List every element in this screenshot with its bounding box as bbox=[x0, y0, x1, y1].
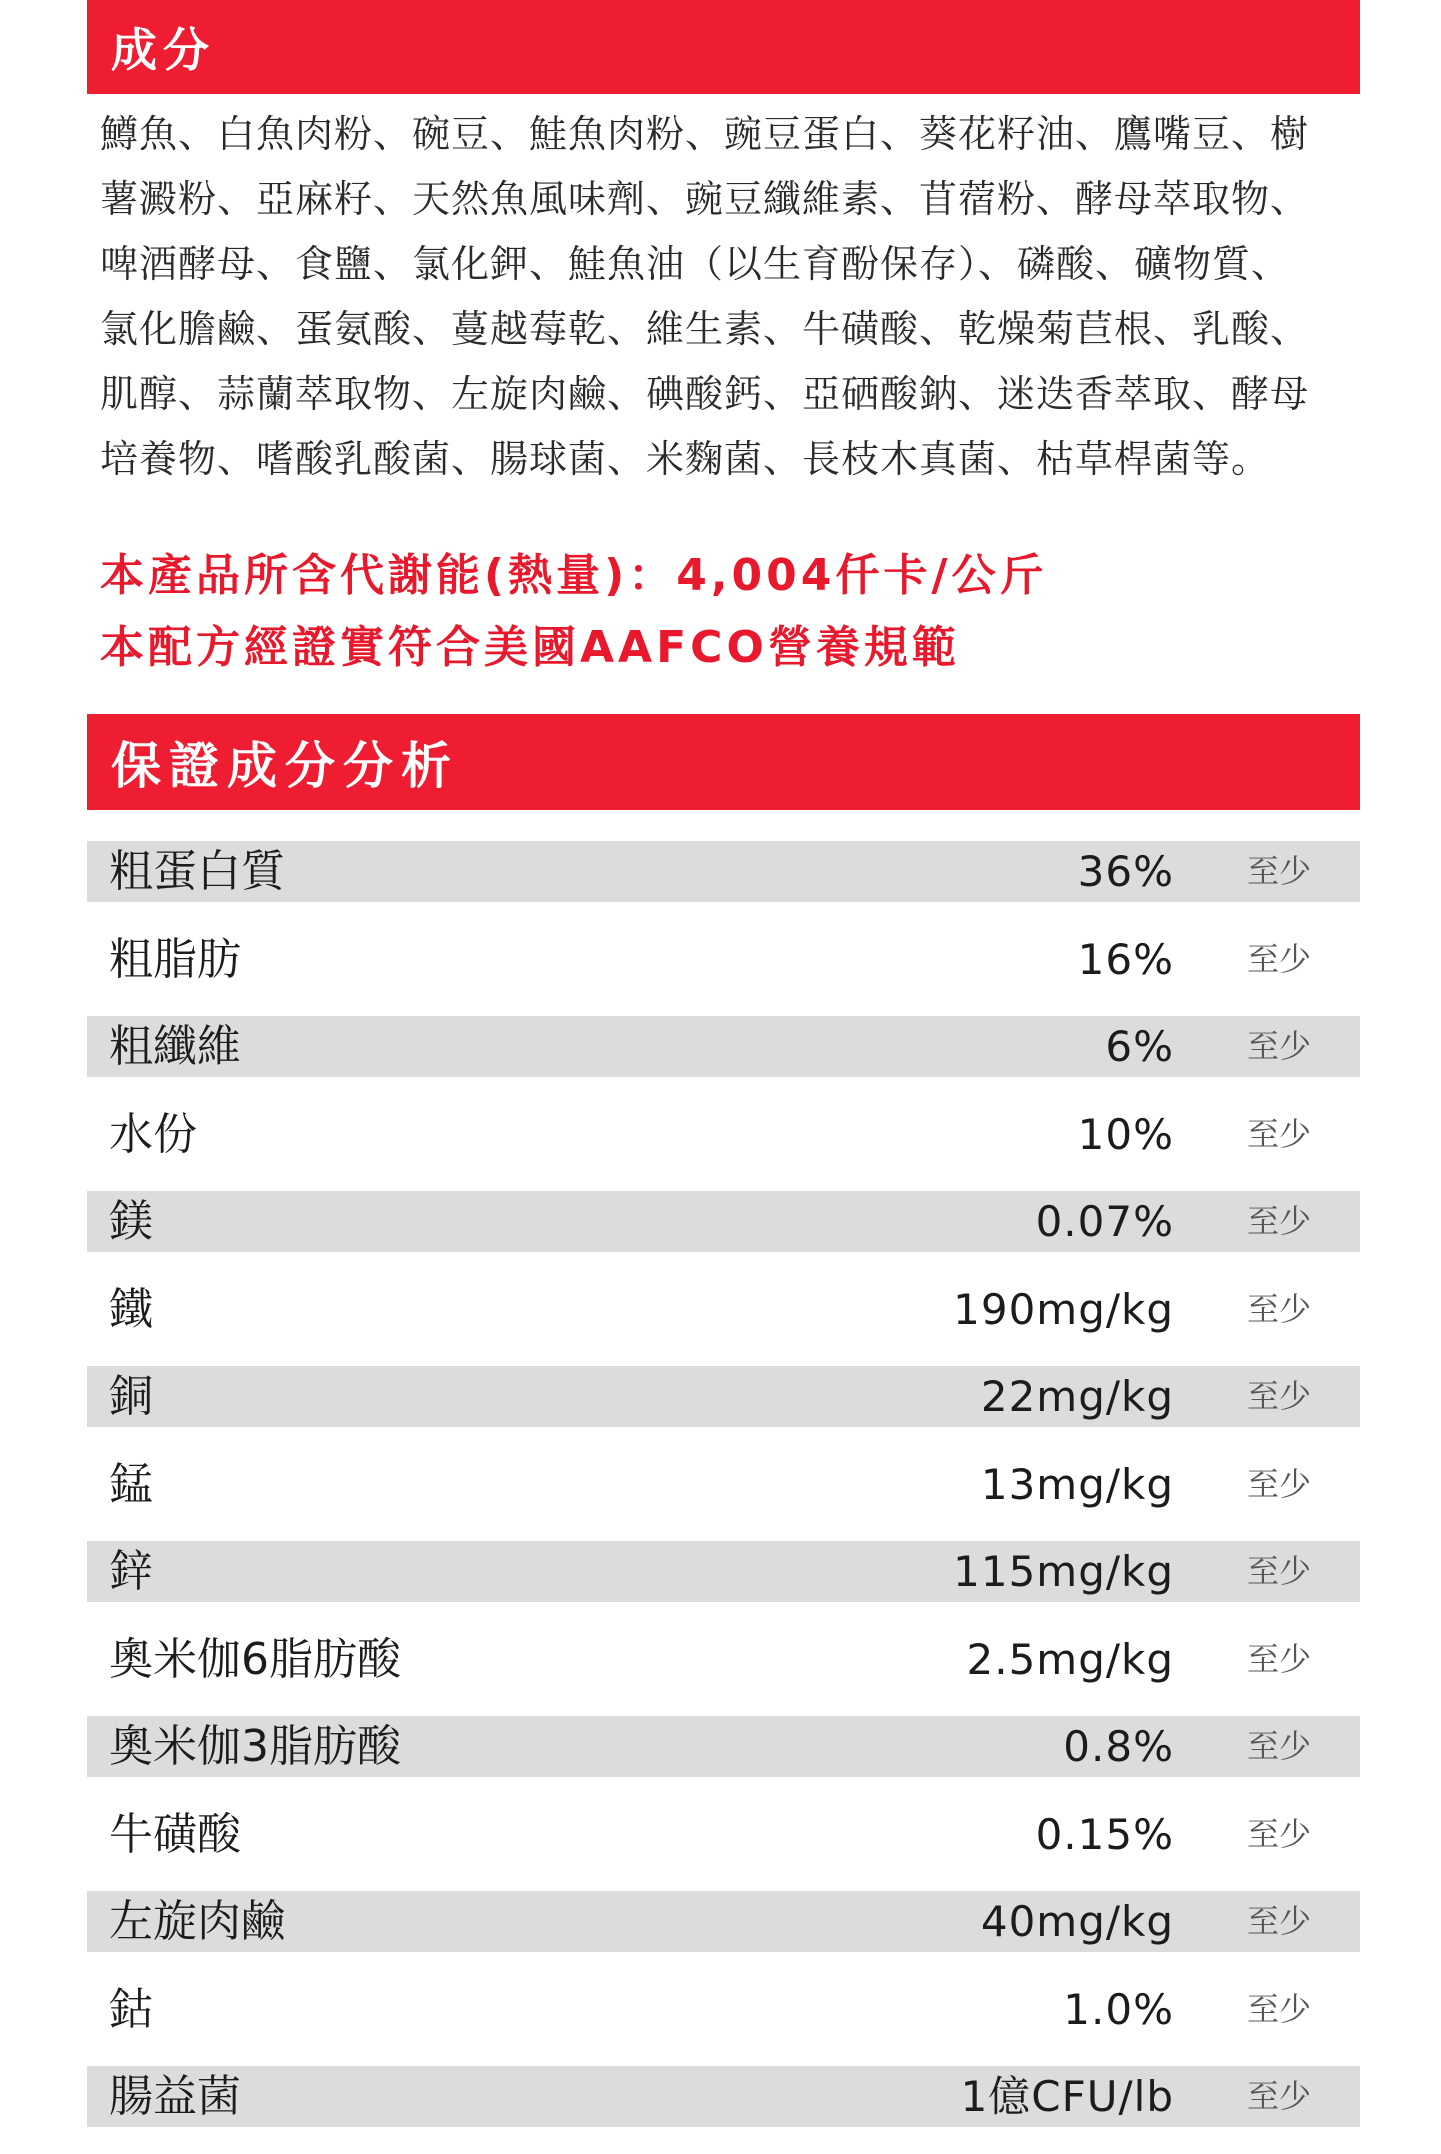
ingredients-line: 氯化膽鹼、蛋氨酸、蔓越莓乾、維生素、牛磺酸、乾燥菊苣根、乳酸、 bbox=[100, 307, 1310, 351]
nutrient-value: 6% bbox=[1105, 1022, 1174, 1071]
ingredients-line: 肌醇、蒜蘭萃取物、左旋肉鹼、碘酸鈣、亞硒酸鈉、迷迭香萃取、酵母 bbox=[100, 372, 1310, 416]
nutrient-qualifier: 至少 bbox=[1247, 1027, 1312, 1065]
table-row bbox=[87, 1716, 1360, 1804]
nutrient-qualifier: 至少 bbox=[1247, 1464, 1312, 1503]
table-row bbox=[87, 1366, 1360, 1454]
table-row bbox=[87, 1104, 1360, 1192]
ingredients-section-header bbox=[87, 0, 1360, 94]
nutrient-value: 1.0% bbox=[1063, 1984, 1174, 2034]
table-row bbox=[87, 1629, 1360, 1717]
nutrient-name: 鎂 bbox=[109, 1196, 153, 1247]
nutrient-value: 2.5mg/kg bbox=[966, 1634, 1174, 1684]
nutrient-qualifier: 至少 bbox=[1247, 1902, 1312, 1940]
nutrient-value: 13mg/kg bbox=[980, 1459, 1174, 1509]
table-row bbox=[87, 841, 1360, 929]
nutrient-name: 鋅 bbox=[109, 1546, 153, 1597]
nutrient-qualifier: 至少 bbox=[1247, 939, 1312, 978]
table-row bbox=[87, 1454, 1360, 1542]
nutrient-name: 奧米伽6脂肪酸 bbox=[109, 1633, 401, 1685]
nutrient-name: 鈷 bbox=[109, 1983, 153, 2035]
nutrient-name: 粗纖維 bbox=[109, 1021, 241, 1072]
table-row bbox=[87, 2066, 1360, 2154]
ingredients-line: 鱒魚、白魚肉粉、碗豆、鮭魚肉粉、豌豆蛋白、葵花籽油、鷹嘴豆、樹 bbox=[100, 112, 1310, 156]
nutrient-name: 鐵 bbox=[109, 1283, 153, 1335]
table-row bbox=[87, 1541, 1360, 1629]
nutrient-value: 36% bbox=[1077, 847, 1174, 896]
nutrient-qualifier: 至少 bbox=[1247, 852, 1312, 890]
table-row bbox=[87, 1891, 1360, 1979]
ingredients-line: 薯澱粉、亞麻籽、天然魚風味劑、豌豆纖維素、苜蓿粉、酵母萃取物、 bbox=[100, 177, 1310, 221]
nutrient-name: 左旋肉鹼 bbox=[109, 1896, 285, 1947]
nutrient-value: 115mg/kg bbox=[953, 1547, 1174, 1596]
nutrient-value: 190mg/kg bbox=[953, 1284, 1174, 1334]
nutrient-qualifier: 至少 bbox=[1247, 2077, 1312, 2115]
nutrient-qualifier: 至少 bbox=[1247, 1377, 1312, 1415]
nutrient-name: 粗蛋白質 bbox=[109, 846, 285, 897]
guaranteed-analysis-table bbox=[87, 841, 1360, 2154]
table-row bbox=[87, 1979, 1360, 2067]
nutrient-value: 0.15% bbox=[1035, 1809, 1174, 1859]
aafco-note: 本配方經證實符合美國AAFCO營養規範 bbox=[100, 622, 960, 673]
nutrition-notes bbox=[100, 540, 1300, 684]
nutrient-value: 40mg/kg bbox=[980, 1897, 1174, 1946]
nutrient-qualifier: 至少 bbox=[1247, 1289, 1312, 1328]
nutrient-name: 奧米伽3脂肪酸 bbox=[109, 1721, 401, 1772]
table-row bbox=[87, 1804, 1360, 1892]
table-row bbox=[87, 1279, 1360, 1367]
table-row bbox=[87, 1191, 1360, 1279]
nutrient-name: 錳 bbox=[109, 1458, 153, 1510]
nutrient-name: 水份 bbox=[109, 1108, 197, 1160]
nutrient-value: 0.8% bbox=[1063, 1722, 1174, 1771]
nutrient-name: 粗脂肪 bbox=[109, 933, 241, 985]
analysis-title: 保證成分分析 bbox=[111, 737, 459, 795]
nutrient-value: 22mg/kg bbox=[980, 1372, 1174, 1421]
table-row bbox=[87, 929, 1360, 1017]
nutrient-value: 16% bbox=[1077, 934, 1174, 984]
ingredients-title: 成分 bbox=[111, 23, 215, 77]
ingredients-line: 啤酒酵母、食鹽、氯化鉀、鮭魚油（以生育酚保存）、磷酸、礦物質、 bbox=[100, 242, 1291, 286]
ingredients-line: 培養物、嗜酸乳酸菌、腸球菌、米麴菌、長枝木真菌、枯草桿菌等。 bbox=[100, 437, 1271, 481]
nutrient-qualifier: 至少 bbox=[1247, 1202, 1312, 1240]
ingredients-list bbox=[100, 102, 1360, 492]
energy-note: 本產品所含代謝能(熱量)：4,004仟卡/公斤 bbox=[100, 550, 1048, 601]
analysis-section-header bbox=[87, 714, 1360, 810]
nutrient-qualifier: 至少 bbox=[1247, 1727, 1312, 1765]
nutrient-qualifier: 至少 bbox=[1247, 1639, 1312, 1678]
nutrient-value: 10% bbox=[1077, 1109, 1174, 1159]
nutrient-name: 銅 bbox=[109, 1371, 153, 1422]
table-row bbox=[87, 1016, 1360, 1104]
nutrient-qualifier: 至少 bbox=[1247, 1552, 1312, 1590]
nutrient-name: 腸益菌 bbox=[109, 2071, 241, 2122]
nutrient-qualifier: 至少 bbox=[1247, 1989, 1312, 2028]
nutrient-value: 1億CFU/lb bbox=[960, 2072, 1174, 2121]
nutrient-name: 牛磺酸 bbox=[109, 1808, 241, 1860]
nutrient-qualifier: 至少 bbox=[1247, 1114, 1312, 1153]
nutrient-value: 0.07% bbox=[1035, 1197, 1174, 1246]
nutrient-qualifier: 至少 bbox=[1247, 1814, 1312, 1853]
